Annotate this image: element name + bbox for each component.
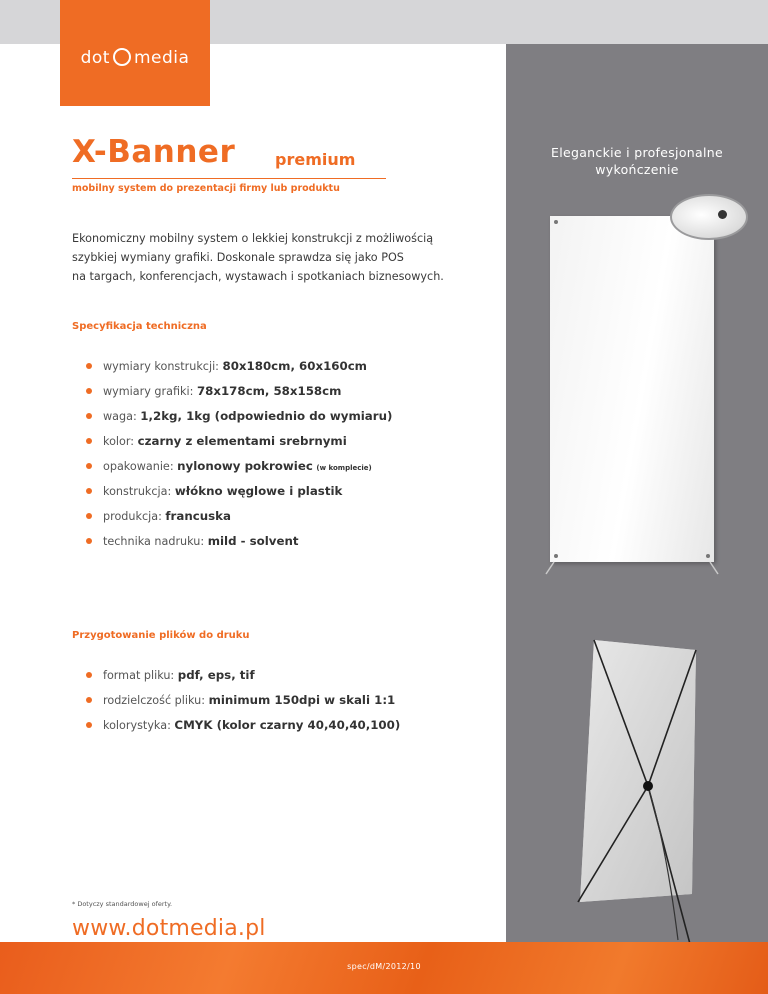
spec-label: produkcja: (103, 510, 162, 523)
banner-photo-back (506, 44, 768, 942)
spec-item (86, 354, 392, 379)
spec-label: wymiary grafiki: (103, 385, 194, 398)
right-panel-heading-line1: Eleganckie i profesjonalne (551, 145, 723, 160)
bullet-icon (86, 488, 92, 494)
spec-value: francuska (165, 509, 231, 523)
spec-value: włókno węglowe i plastik (174, 484, 343, 498)
right-panel-heading-line2: wykończenie (595, 162, 679, 177)
intro-line: Ekonomiczny mobilny system o lekkiej konstrukcji z możliwością (72, 232, 434, 245)
specs-list (86, 354, 392, 554)
spec-item (86, 529, 392, 554)
website-link[interactable]: www.dotmedia.pl (72, 916, 266, 941)
file-spec-item (86, 713, 400, 738)
specs-section-title: Specyfikacja techniczna (72, 321, 207, 332)
file-spec-value: minimum 150dpi w skali 1:1 (208, 693, 396, 707)
logo-text-left: dot (80, 48, 110, 68)
file-spec-label: kolorystyka: (103, 719, 171, 732)
bullet-icon (86, 672, 92, 678)
intro-line: na targach, konferencjach, wystawach i spotkaniach biznesowych. (72, 270, 444, 283)
spec-label: wymiary konstrukcji: (103, 360, 219, 373)
file-spec-item (86, 688, 400, 713)
file-spec-item (86, 663, 400, 688)
bullet-icon (86, 388, 92, 394)
product-tagline: mobilny system do prezentacji firmy lub produktu (72, 183, 340, 194)
intro-line: szybkiej wymiany grafiki. Doskonale sprawdza się jako POS (72, 251, 404, 264)
logo-box (60, 0, 210, 106)
footer-bar (0, 942, 768, 994)
spec-label: kolor: (103, 435, 135, 448)
spec-item (86, 454, 392, 479)
spec-item (86, 404, 392, 429)
logo (60, 48, 210, 68)
logo-text-right: media (133, 48, 190, 68)
right-panel (506, 44, 768, 942)
file-spec-value: CMYK (kolor czarny 40,40,40,100) (174, 718, 401, 732)
spec-value: mild - solvent (207, 534, 299, 548)
spec-value: czarny z elementami srebrnymi (137, 434, 347, 448)
logo-mark-icon (113, 48, 131, 66)
spec-item (86, 479, 392, 504)
intro-paragraph (72, 229, 497, 286)
spec-value: 1,2kg, 1kg (odpowiednio do wymiaru) (140, 409, 393, 423)
spec-item (86, 429, 392, 454)
spec-note: (w komplecie) (316, 464, 372, 472)
spec-value: 80x180cm, 60x160cm (222, 359, 367, 373)
spec-label: opakowanie: (103, 460, 174, 473)
bullet-icon (86, 438, 92, 444)
spec-item (86, 379, 392, 404)
bullet-icon (86, 413, 92, 419)
bullet-icon (86, 513, 92, 519)
bullet-icon (86, 722, 92, 728)
spec-label: waga: (103, 410, 137, 423)
product-title-suffix: premium (275, 150, 356, 169)
file-spec-label: format pliku: (103, 669, 175, 682)
bullet-icon (86, 697, 92, 703)
bullet-icon (86, 538, 92, 544)
spec-label: konstrukcja: (103, 485, 172, 498)
document-reference: spec/dM/2012/10 (347, 962, 421, 971)
files-section-title: Przygotowanie plików do druku (72, 630, 250, 641)
footnote: * Dotyczy standardowej oferty. (72, 900, 173, 908)
bullet-icon (86, 463, 92, 469)
spec-value: 78x178cm, 58x158cm (196, 384, 342, 398)
file-spec-value: pdf, eps, tif (177, 668, 255, 682)
file-spec-label: rodzielczość pliku: (103, 694, 205, 707)
title-block (72, 134, 386, 179)
product-title: X-Banner (72, 134, 236, 170)
spec-item (86, 504, 392, 529)
spec-label: technika nadruku: (103, 535, 205, 548)
files-list (86, 663, 400, 738)
spec-value: nylonowy pokrowiec (177, 459, 313, 473)
bullet-icon (86, 363, 92, 369)
